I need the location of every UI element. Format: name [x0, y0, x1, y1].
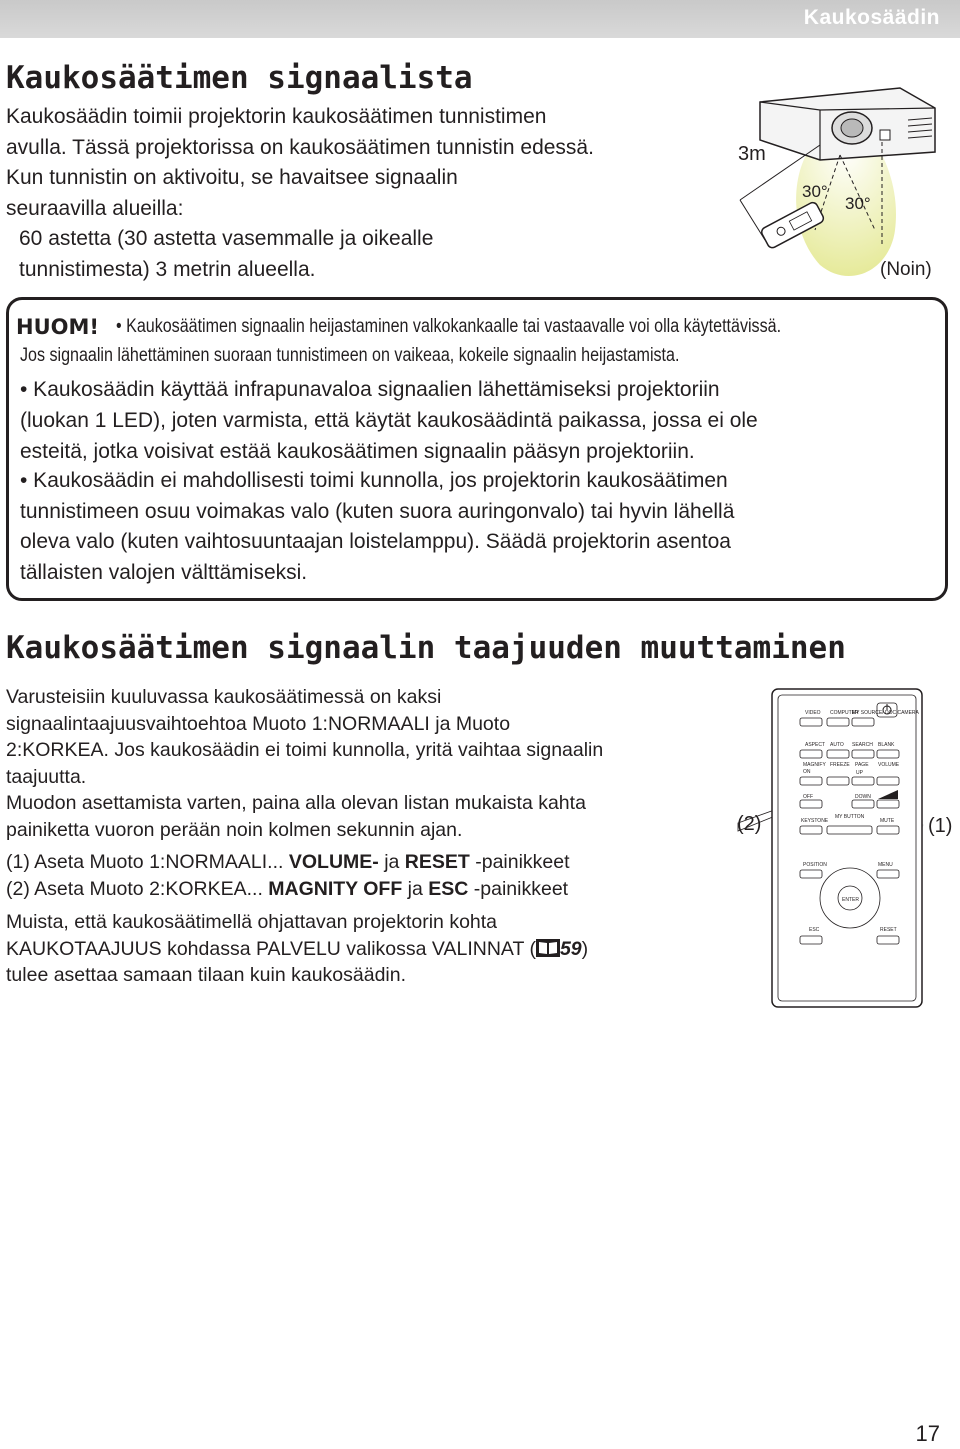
note-bullet-line: (luokan 1 LED), joten varmista, että käytät kaukosäädintä paikassa, jossa ei ole	[20, 409, 758, 432]
btn-volume: VOLUME	[878, 762, 900, 768]
section-title-signal: Kaukosäätimen signaalista	[6, 60, 473, 96]
header-bar	[0, 0, 960, 38]
section1-line: avulla. Tässä projektorissa on kaukosäätimen tunnistin edessä.	[6, 135, 594, 159]
page-ref[interactable]: 59	[559, 937, 582, 960]
btn-computer: COMPUTER	[830, 710, 859, 716]
note-bullet-line: esteitä, jotka voisivat estää kaukosäätimen signaalin pääsyn projektoriin.	[20, 440, 695, 463]
section2-intro	[6, 684, 603, 843]
book-icon	[536, 939, 560, 957]
note-bullet-line: tällaisten valojen välttämiseksi.	[20, 560, 308, 584]
btn-on: ON	[803, 769, 811, 775]
section1-line: seuraavilla alueilla:	[6, 196, 184, 220]
section1-line: tunnistimesta) 3 metrin alueella.	[19, 257, 316, 281]
btn-freeze: FREEZE	[830, 762, 850, 768]
reset-key: RESET	[404, 851, 470, 873]
section1-line: 60 astetta (30 astetta vasemmalle ja oikealle	[19, 227, 434, 250]
section2-line: tulee asettaa samaan tilaan kuin kaukosäädin.	[6, 964, 407, 986]
note-bullet-line: oleva valo (kuten vaihtosuuntaajan loistelamppu). Säädä projektorin asentoa	[20, 530, 731, 553]
note-bullet-line: • Kaukosäädin ei mahdollisesti toimi kunnolla, jos projektorin kaukosäätimen	[20, 469, 728, 492]
btn-keystone: KEYSTONE	[801, 818, 829, 824]
btn-blank: BLANK	[878, 742, 895, 748]
remote-label-1: (1)	[928, 815, 953, 837]
section2-line: painiketta vuoron perään noin kolmen sekunnin ajan.	[6, 818, 463, 841]
note-label: HUOM!	[16, 315, 99, 339]
section2-outro	[6, 909, 588, 989]
btn-esc: ESC	[809, 927, 820, 933]
btn-mute: MUTE	[880, 818, 895, 824]
section2-line: signaalintaajuusvaihtoehtoa Muoto 1:NORMAALI ja Muoto	[6, 712, 511, 735]
note-bullet-3	[20, 466, 734, 588]
btn-down: DOWN	[855, 794, 871, 800]
btn-search: SEARCH	[852, 742, 873, 748]
mode-list	[6, 849, 570, 902]
btn-page: PAGE	[855, 762, 869, 768]
btn-auto: AUTO	[830, 742, 844, 748]
section2-line: 2:KORKEA. Jos kaukosäädin ei toimi kunnolla, yritä vaihtaa signaalin	[6, 739, 604, 761]
btn-off: OFF	[803, 794, 813, 800]
header-title: Kaukosäädin	[803, 6, 940, 29]
angle-left-label: 30°	[802, 182, 828, 201]
section1-line: Kun tunnistin on aktivoitu, se havaitsee signaalin	[6, 166, 458, 189]
mode1-line: (1) Aseta Muoto 1:NORMAALI... VOLUME- ja RESET -painikkeet	[6, 851, 570, 873]
section-title-frequency: Kaukosäätimen signaalin taajuuden muuttaminen	[6, 630, 846, 666]
sensor-range-figure	[720, 80, 950, 290]
mode2-line: (2) Aseta Muoto 2:KORKEA... MAGNITY OFF ja ESC -painikkeet	[6, 877, 569, 900]
note-line-2: Jos signaalin lähettäminen suoraan tunnistimeen on vaikeaa, kokeile signaalin heijastamista.	[20, 345, 680, 366]
section1-body	[6, 102, 594, 285]
section1-line: Kaukosäädin toimii projektorin kaukosäätimen tunnistimen	[6, 105, 547, 128]
btn-position: POSITION	[803, 862, 827, 868]
note-bullet-2	[20, 374, 758, 467]
magnify-off-key: MAGNITY OFF	[268, 877, 403, 900]
angle-right-label: 30°	[845, 194, 871, 213]
section2-line: Muodon asettamista varten, paina alla olevan listan mukaista kahta	[6, 792, 586, 814]
section2-line: Muista, että kaukosäätimellä ohjattavan projektorin kohta	[6, 911, 498, 933]
btn-up: UP	[856, 770, 863, 776]
note-line-1: • Kaukosäätimen signaalin heijastaminen valkokankaalle tai vastaavalle voi olla käytettävissä.	[116, 316, 782, 337]
btn-enter: ENTER	[842, 897, 859, 903]
section2-line: KAUKOTAAJUUS kohdassa PALVELU valikossa VALINNAT ( 59)	[6, 937, 589, 960]
btn-video: VIDEO	[805, 710, 821, 716]
page-number: 17	[915, 1421, 940, 1446]
section2-line: Varusteisiin kuuluvassa kaukosäätimessä on kaksi	[6, 686, 442, 708]
remote-label-2: (2)	[737, 813, 762, 835]
note-bullet-line: tunnistimeen osuu voimakas valo (kuten suora auringonvalo) tai hyvin lähellä	[20, 499, 735, 523]
volume-minus-key: VOLUME-	[288, 851, 379, 873]
btn-reset: RESET	[880, 927, 897, 933]
btn-magnify: MAGNIFY	[803, 762, 826, 768]
remote-figure	[735, 686, 960, 1010]
approx-label: (Noin)	[880, 259, 932, 280]
btn-menu: MENU	[878, 862, 893, 868]
btn-aspect: ASPECT	[805, 742, 826, 748]
remote-body	[772, 689, 922, 1007]
esc-key: ESC	[428, 877, 469, 900]
btn-mybutton: MY BUTTON	[835, 814, 865, 820]
note-bullet-line: • Kaukosäädin käyttää infrapunavaloa signaalien lähettämiseksi projektoriin	[20, 378, 720, 401]
section2-line: taajuutta.	[6, 765, 87, 788]
distance-label: 3m	[738, 143, 766, 165]
btn-mysource: MY SOURCE/ DOC.CAMERA	[852, 710, 919, 716]
